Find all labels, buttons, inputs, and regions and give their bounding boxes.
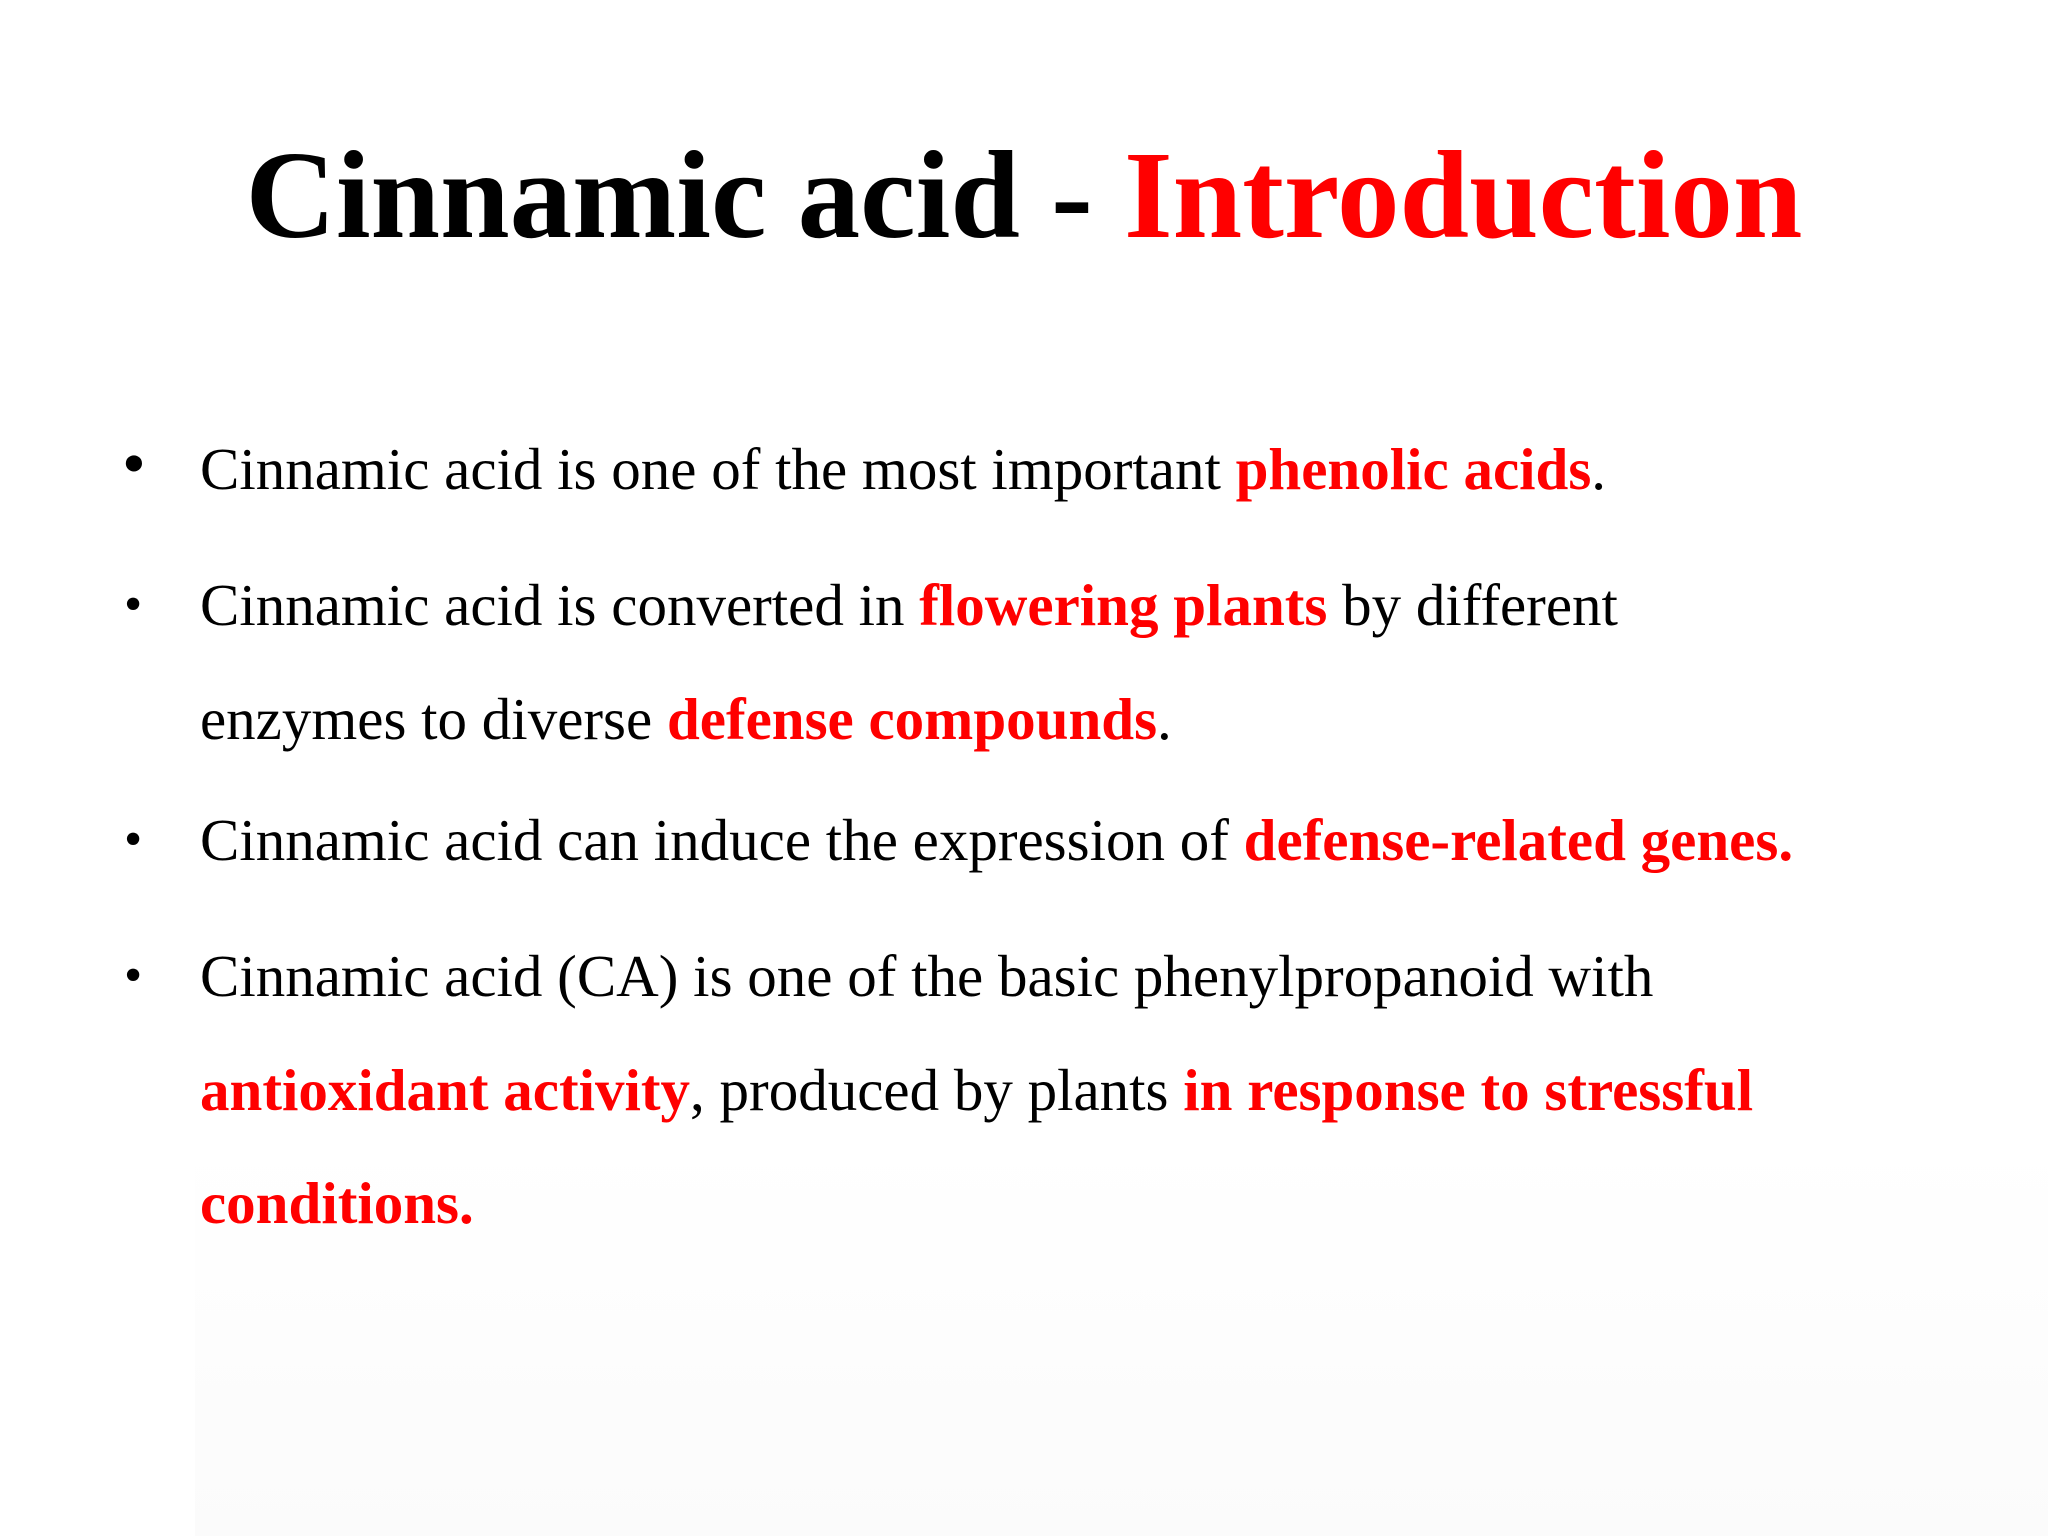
bullet-marker: •: [124, 947, 143, 1004]
body-text: by different: [1327, 572, 1618, 638]
title-main: Cinnamic acid -: [245, 127, 1125, 265]
bullet-line: [200, 1168, 474, 1238]
highlight-text: flowering plants: [919, 572, 1328, 638]
bullet-line: [200, 434, 1606, 504]
highlight-text: phenolic acids: [1235, 436, 1592, 502]
bullet-line: [200, 1055, 1753, 1125]
body-text: Cinnamic acid can induce the expression of: [200, 807, 1244, 873]
highlight-text: antioxidant activity: [200, 1057, 691, 1123]
highlight-text: in response to stressful: [1183, 1057, 1754, 1123]
body-text: Cinnamic acid is one of the most important: [200, 436, 1236, 502]
bullet-line: [200, 684, 1172, 754]
body-text: enzymes to diverse: [200, 686, 667, 752]
bullet-marker: •: [124, 811, 143, 868]
highlight-text: defense compounds: [666, 686, 1158, 752]
body-text: .: [1591, 436, 1607, 502]
bullet-marker: •: [124, 576, 143, 633]
bullet-line: [200, 941, 1653, 1011]
title-highlight: Introduction: [1124, 127, 1803, 265]
highlight-text: defense-related genes.: [1243, 807, 1794, 873]
highlight-text: conditions.: [200, 1170, 474, 1236]
body-text: , produced by plants: [690, 1057, 1184, 1123]
body-text: .: [1157, 686, 1172, 752]
body-text: Cinnamic acid (CA) is one of the basic phenylpropanoid with: [200, 943, 1654, 1009]
bullet-marker: •: [122, 425, 146, 501]
bullet-line: [200, 570, 1618, 640]
body-text: Cinnamic acid is converted in: [200, 572, 920, 638]
slide-title: [0, 128, 2048, 266]
bullet-line: [200, 805, 1793, 875]
